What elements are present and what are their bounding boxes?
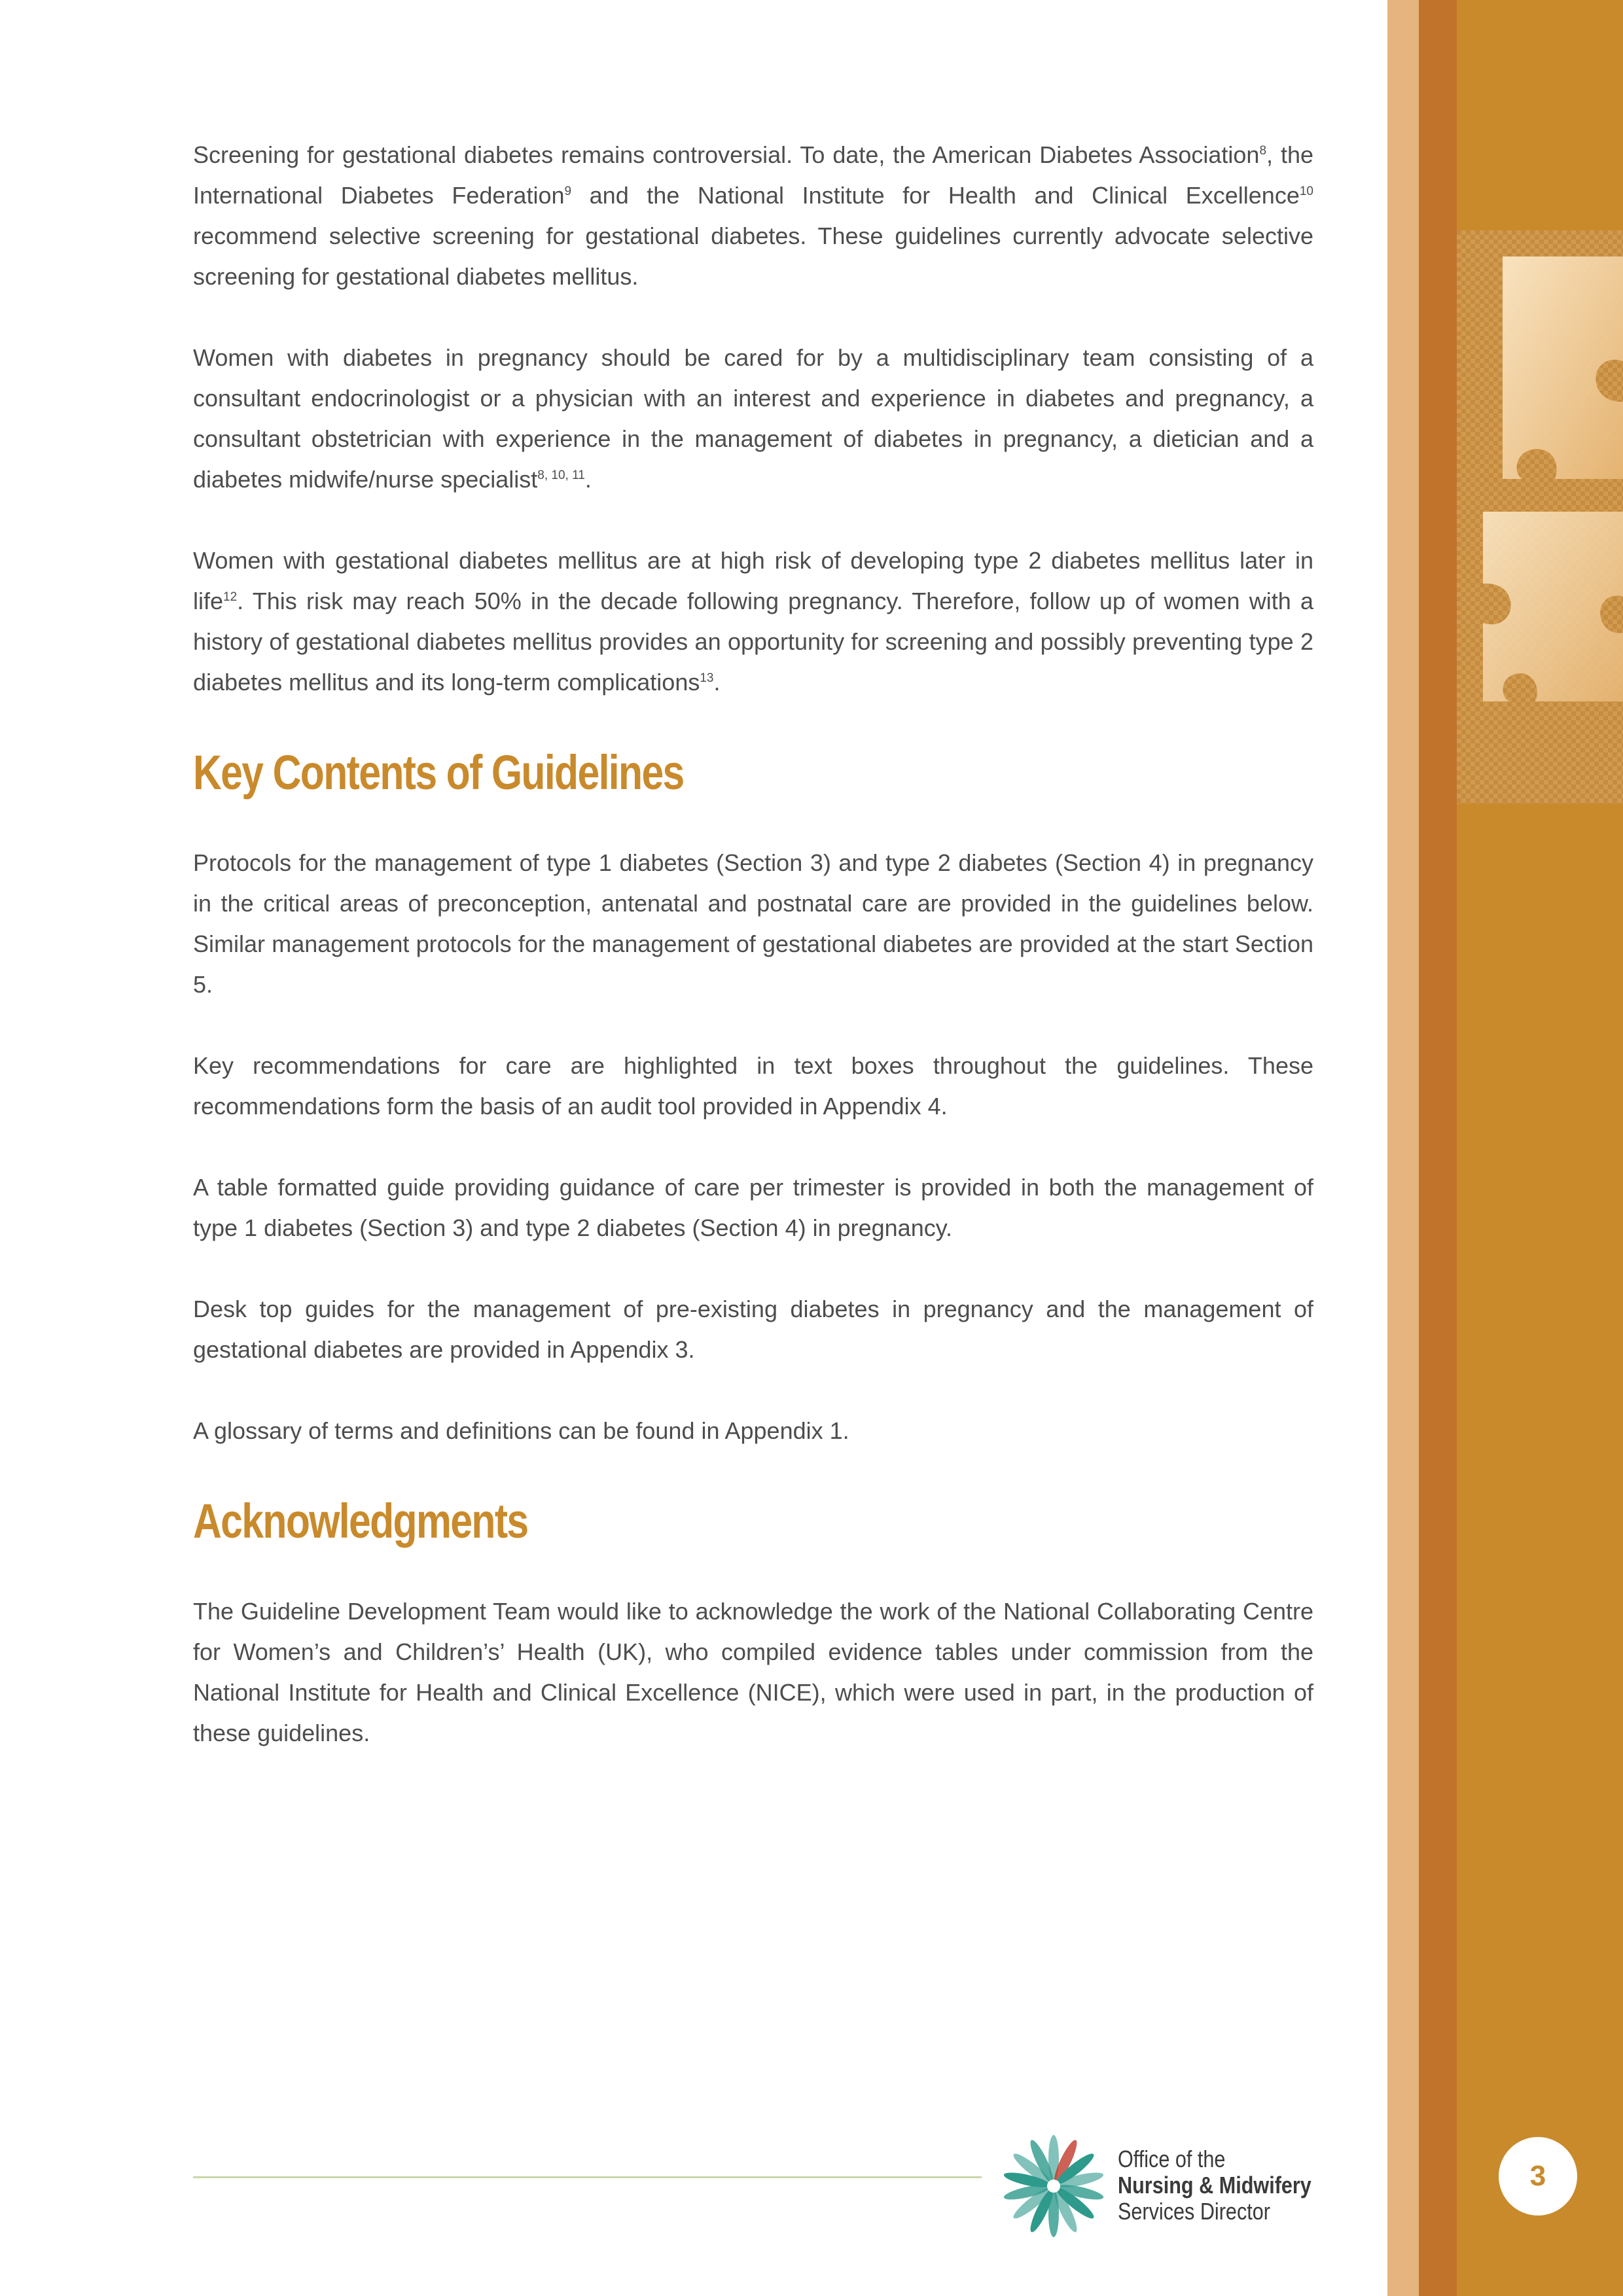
body-paragraph: The Guideline Development Team would like to acknowledge the work of the National Collaborating Centre for Women’s and Children’s’ Health (UK), who compiled evidence tables under commission from the National Institute for Health and Clinical Excellence (NICE), which were used in part, in the production of these guidelines. [193,1598,1313,1746]
body-paragraph: Protocols for the management of type 1 diabetes (Section 3) and type 2 diabetes (Section 4) in pregnancy in the critical areas of preconception, antenatal and postnatal care are provided in the guidelines below. Similar management protocols for the management of gestational diabetes are provided at the start Section 5. [193,849,1313,998]
paragraph-text: recommend selective screening for gestational diabetes. These guidelines currently advocate selective screening for gestational diabetes mellitus. [193,222,1313,290]
main-content [193,135,1313,1794]
paragraph-text: and the National Institute for Health and Clinical Excellence [571,182,1300,209]
paragraph-text: . [713,669,721,696]
acknowledgments-section [193,1591,1313,1754]
citation-superscript: 9 [564,185,572,198]
paragraph-text: , the International Diabetes Federation [193,141,1313,209]
key-contents-section [193,843,1313,1451]
body-paragraph: A glossary of terms and definitions can be found in Appendix 1. [193,1417,849,1444]
paragraph-text: . This risk may reach 50% in the decade following pregnancy. Therefore, follow up of women with a history of gestational diabetes mellitus provides an opportunity for screening and possibly preventing type 2 diabetes mellitus and its long-term complications [193,588,1313,696]
paragraph-text: Women with diabetes in pregnancy should be cared for by a multidisciplinary team consisting of a consultant endocrinologist or a physician with an interest and experience in diabetes and pregnancy, a consultant obstetrician with experience in the management of diabetes in pregnancy, a dietician and a diabetes midwife/nurse specialist [193,344,1313,493]
body-paragraph [193,338,1313,500]
paragraph-text: Screening for gestational diabetes remains controversial. To date, the American Diabetes Association [193,141,1260,168]
puzzle-image [1457,230,1623,804]
footer-divider [193,2176,982,2178]
paragraph-text: Women with gestational diabetes mellitus are at high risk of developing type 2 diabetes mellitus later in life [193,547,1313,614]
paragraph-text: . [584,466,592,493]
decorative-sidebar [1387,0,1623,2296]
sidebar-band-dark [1419,0,1457,2296]
acknowledgments-heading: Acknowledgments [193,1494,528,1548]
key-contents-heading: Key Contents of Guidelines [193,745,684,800]
logo-line-2: Nursing & Midwifery [1118,2172,1311,2199]
body-paragraph: A table formatted guide providing guidance of care per trimester is provided in both the management of type 1 diabetes (Section 3) and type 2 diabetes (Section 4) in pregnancy. [193,1174,1313,1241]
puzzle-pieces-icon [1457,230,1623,804]
logo-line-3: Services Director [1118,2198,1270,2225]
body-paragraph [193,540,1313,703]
citation-superscript: 12 [223,590,238,604]
page-number: 3 [1499,2137,1577,2216]
body-paragraph [193,135,1313,297]
citation-superscript: 10 [1299,185,1313,198]
body-paragraph: Desk top guides for the management of pre-existing diabetes in pregnancy and the management of gestational diabetes are provided in Appendix 3. [193,1296,1313,1363]
logo-line-1: Office of the [1118,2146,1226,2172]
citation-superscript: 8, 10, 11 [537,468,585,482]
logo-text [1118,2146,1311,2225]
logo-flower-icon [1001,2130,1106,2242]
citation-superscript: 13 [700,671,714,685]
citation-superscript: 8 [1259,144,1267,158]
sidebar-band-light [1387,0,1419,2296]
intro-section [193,135,1313,703]
body-paragraph: Key recommendations for care are highlighted in text boxes throughout the guidelines. These recommendations form the basis of an audit tool provided in Appendix 4. [193,1052,1313,1120]
